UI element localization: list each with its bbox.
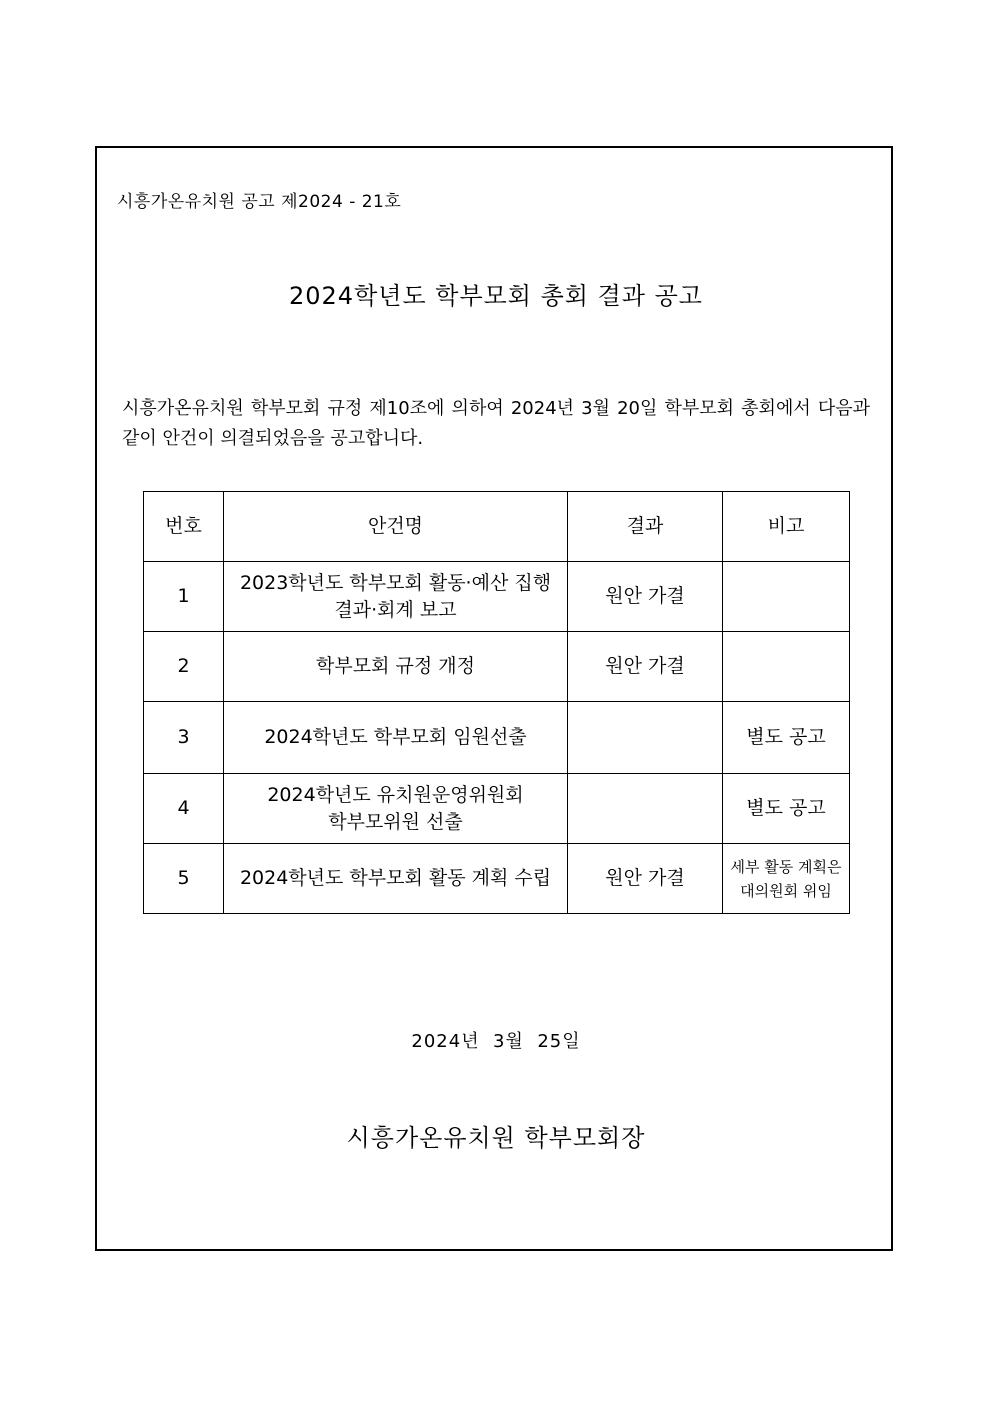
table-row	[144, 774, 850, 844]
row-no: 3	[144, 702, 224, 774]
table-header-row	[144, 492, 850, 562]
row-name: 학부모회 규정 개정	[224, 632, 568, 702]
row-no: 4	[144, 774, 224, 844]
notice-date: 2024년 3월 25일	[411, 1031, 581, 1052]
table-row	[144, 562, 850, 632]
row-result: 원안 가결	[568, 844, 723, 914]
row-name: 2024학년도 학부모회 활동 계획 수립	[224, 844, 568, 914]
row-note	[723, 632, 850, 702]
row-no: 5	[144, 844, 224, 914]
row-note	[723, 562, 850, 632]
agenda-table	[143, 491, 850, 914]
signer: 시흥가온유치원 학부모회장	[346, 1124, 646, 1152]
header-no: 번호	[144, 492, 224, 562]
header-result: 결과	[568, 492, 723, 562]
row-result: 원안 가결	[568, 562, 723, 632]
row-result	[568, 702, 723, 774]
row-no: 2	[144, 632, 224, 702]
table-row	[144, 632, 850, 702]
row-name: 2024학년도 학부모회 임원선출	[224, 702, 568, 774]
header-note: 비고	[723, 492, 850, 562]
row-note: 별도 공고	[723, 774, 850, 844]
page-title: 2024학년도 학부모회 총회 결과 공고	[289, 282, 703, 310]
notice-number: 시흥가온유치원 공고 제2024 - 21호	[117, 192, 402, 212]
row-result	[568, 774, 723, 844]
intro-paragraph: 시흥가온유치원 학부모회 규정 제10조에 의하여 2024년 3월 20일 학부모회 총회에서 다음과 같이 안건이 의결되었음을 공고합니다.	[122, 398, 870, 449]
header-name: 안건명	[224, 492, 568, 562]
row-result: 원안 가결	[568, 632, 723, 702]
row-note: 세부 활동 계획은 대의원회 위임	[723, 844, 850, 914]
row-name: 2024학년도 유치원운영위원회 학부모위원 선출	[224, 774, 568, 844]
row-note: 별도 공고	[723, 702, 850, 774]
row-no: 1	[144, 562, 224, 632]
row-name: 2023학년도 학부모회 활동·예산 집행 결과·회계 보고	[224, 562, 568, 632]
table-row	[144, 844, 850, 914]
table-row	[144, 702, 850, 774]
